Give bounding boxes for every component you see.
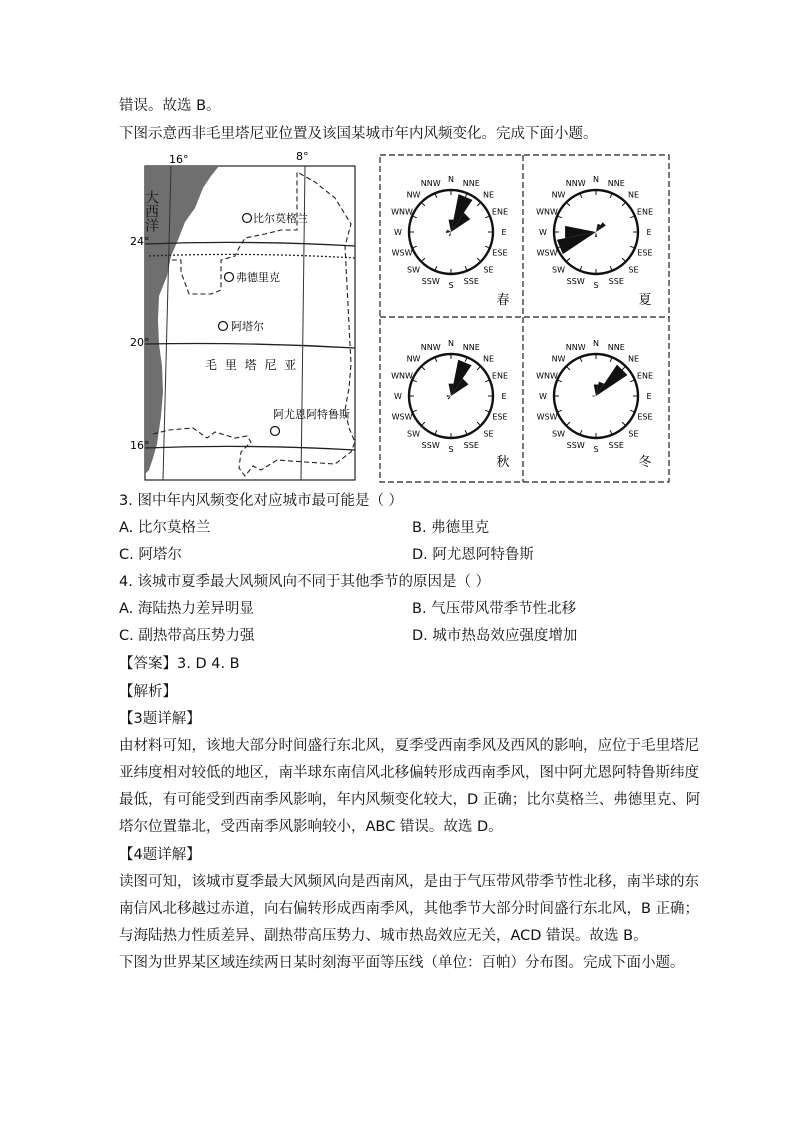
q3-detail-line: 亚纬度相对较低的地区，南半球东南信风北移偏转形成西南季风，图中阿尤恩阿特鲁斯纬度	[119, 765, 699, 781]
lat-label-24: 24°	[130, 235, 150, 248]
direction-label: SSW	[566, 440, 585, 450]
q3-stem: 3. 图中年内风频变化对应城市最可能是（ ）	[119, 493, 404, 509]
lat-label-16: 16°	[130, 439, 150, 452]
direction-label: WSW	[536, 412, 558, 422]
direction-label: N	[593, 339, 599, 348]
direction-label: W	[539, 228, 547, 237]
direction-label: SE	[628, 429, 639, 439]
q4-option-d[interactable]: D. 城市热岛效应强度增加	[412, 628, 578, 644]
direction-label: WNW	[536, 207, 558, 217]
direction-label: SW	[552, 265, 566, 275]
q4-detail-line: 南信风北移越过赤道，向右偏转形成西南季风，其他季节大部分时间盛行东北风，B 正确；	[119, 901, 700, 917]
direction-label: NW	[551, 190, 566, 200]
figure	[130, 150, 675, 487]
direction-label: SSW	[421, 440, 440, 450]
direction-label: SSW	[566, 276, 585, 286]
city-marker	[243, 214, 252, 223]
wind-rose-panel	[380, 155, 669, 482]
wind-rose	[391, 175, 509, 308]
direction-label: ENE	[636, 371, 654, 381]
direction-label: S	[448, 281, 454, 290]
q4-option-c[interactable]: C. 副热带高压势力强	[119, 628, 255, 644]
direction-label: ESE	[492, 248, 508, 258]
direction-label: SE	[483, 429, 494, 439]
direction-label: N	[448, 339, 454, 348]
q3-detail-label: 【3题详解】	[119, 711, 201, 727]
direction-label: NE	[627, 190, 640, 200]
answer-line: 【答案】3. D 4. B	[119, 656, 240, 672]
city-label-2: 弗德里克	[236, 271, 280, 284]
direction-label: NNE	[462, 179, 480, 189]
season-label: 春	[496, 293, 510, 308]
question-intro: 下图示意西非毛里塔尼亚位置及该国某城市年内风频变化。完成下面小题。	[119, 126, 598, 142]
direction-label: SSE	[463, 440, 479, 450]
direction-label: SSE	[463, 276, 479, 286]
direction-label: E	[501, 392, 507, 401]
direction-label: W	[394, 228, 402, 237]
direction-label: NE	[482, 190, 495, 200]
city-label-1: 比尔莫格兰	[253, 212, 308, 225]
direction-label: SW	[407, 265, 421, 275]
direction-label: W	[539, 392, 547, 401]
figure-svg	[130, 150, 675, 487]
q4-stem: 4. 该城市夏季最大风频风向不同于其他季节的原因是（ ）	[119, 574, 491, 590]
direction-label: NW	[406, 354, 421, 364]
direction-label: NNE	[607, 343, 625, 353]
direction-label: SSE	[608, 440, 624, 450]
season-label: 秋	[496, 455, 510, 470]
direction-label: WSW	[536, 248, 558, 258]
q4-detail-line: 与海陆热力性质差异、副热带高压势力、城市热岛效应无关，ACD 错误。故选 B。	[119, 928, 648, 944]
direction-label: SSW	[421, 276, 440, 286]
q4-detail-line: 读图可知，该城市夏季最大风频风向是西南风，是由于气压带风带季节性北移，南半球的东	[119, 874, 699, 890]
direction-label: SSE	[608, 276, 624, 286]
season-label: 夏	[638, 293, 652, 308]
direction-label: NNW	[420, 179, 441, 189]
direction-label: W	[394, 392, 402, 401]
season-label: 冬	[638, 455, 652, 470]
map	[130, 150, 355, 480]
direction-label: NW	[551, 354, 566, 364]
direction-label: ESE	[492, 412, 508, 422]
direction-label: WNW	[391, 371, 413, 381]
q3-detail-line: 塔尔位置靠北，受西南季风影响较小，ABC 错误。故选 D。	[119, 819, 503, 835]
q4-option-b[interactable]: B. 气压带风带季节性北移	[412, 601, 577, 617]
direction-label: ESE	[637, 412, 653, 422]
next-question-intro: 下图为世界某区域连续两日某时刻海平面等压线（单位：百帕）分布图。完成下面小题。	[119, 955, 685, 971]
direction-label: SE	[483, 265, 494, 275]
direction-label: NNE	[607, 179, 625, 189]
direction-label: NNW	[420, 343, 441, 353]
ocean-label: 大西洋	[143, 190, 159, 232]
direction-label: SW	[552, 429, 566, 439]
direction-label: ENE	[636, 207, 654, 217]
lon-label-16: 16°	[169, 153, 189, 166]
q3-option-a[interactable]: A. 比尔莫格兰	[119, 520, 211, 536]
wind-rose	[391, 339, 509, 470]
city-marker	[225, 273, 234, 282]
direction-label: E	[646, 228, 652, 237]
q3-option-d[interactable]: D. 阿尤恩阿特鲁斯	[412, 547, 534, 563]
lat-label-20: 20°	[130, 336, 150, 349]
analysis-label: 【解析】	[119, 684, 177, 700]
wind-rose	[536, 339, 653, 470]
direction-label: NNE	[462, 343, 480, 353]
direction-label: E	[501, 228, 507, 237]
direction-label: S	[593, 445, 599, 454]
city-label-3: 阿塔尔	[231, 320, 264, 333]
q3-detail-line: 由材料可知，该地大部分时间盛行东北风，夏季受西南季风及西风的影响，应位于毛里塔尼	[119, 738, 699, 754]
city-marker	[271, 427, 280, 436]
wind-rose	[536, 175, 653, 308]
direction-label: SW	[407, 429, 421, 439]
q3-detail-line: 最低，有可能受到西南季风影响，年内风频变化较大，D 正确；比尔莫格兰、弗德里克、阿	[119, 792, 701, 808]
direction-label: NW	[406, 190, 421, 200]
lon-label-8: 8°	[296, 150, 309, 163]
direction-label: WSW	[391, 248, 413, 258]
direction-label: N	[448, 175, 454, 184]
direction-label: N	[593, 175, 599, 184]
direction-label: NE	[627, 354, 640, 364]
q3-option-b[interactable]: B. 弗德里克	[412, 520, 490, 536]
previous-answer-tail: 错误。故选 B。	[119, 98, 221, 114]
direction-label: WNW	[536, 371, 558, 381]
city-label-4: 阿尤恩阿特鲁斯	[273, 408, 350, 421]
direction-label: ENE	[491, 207, 509, 217]
country-label: 毛 里 塔 尼 亚	[205, 358, 299, 372]
direction-label: NNW	[565, 179, 586, 189]
q4-option-a[interactable]: A. 海陆热力差异明显	[119, 601, 254, 617]
q3-option-c[interactable]: C. 阿塔尔	[119, 547, 182, 563]
q4-detail-label: 【4题详解】	[119, 847, 201, 863]
direction-label: WNW	[391, 207, 413, 217]
direction-label: ENE	[491, 371, 509, 381]
direction-label: NNW	[565, 343, 586, 353]
direction-label: E	[646, 392, 652, 401]
direction-label: SE	[628, 265, 639, 275]
direction-label: S	[448, 445, 454, 454]
direction-label: WSW	[391, 412, 413, 422]
city-marker	[219, 322, 228, 331]
direction-label: S	[593, 281, 599, 290]
direction-label: ESE	[637, 248, 653, 258]
direction-label: NE	[482, 354, 495, 364]
